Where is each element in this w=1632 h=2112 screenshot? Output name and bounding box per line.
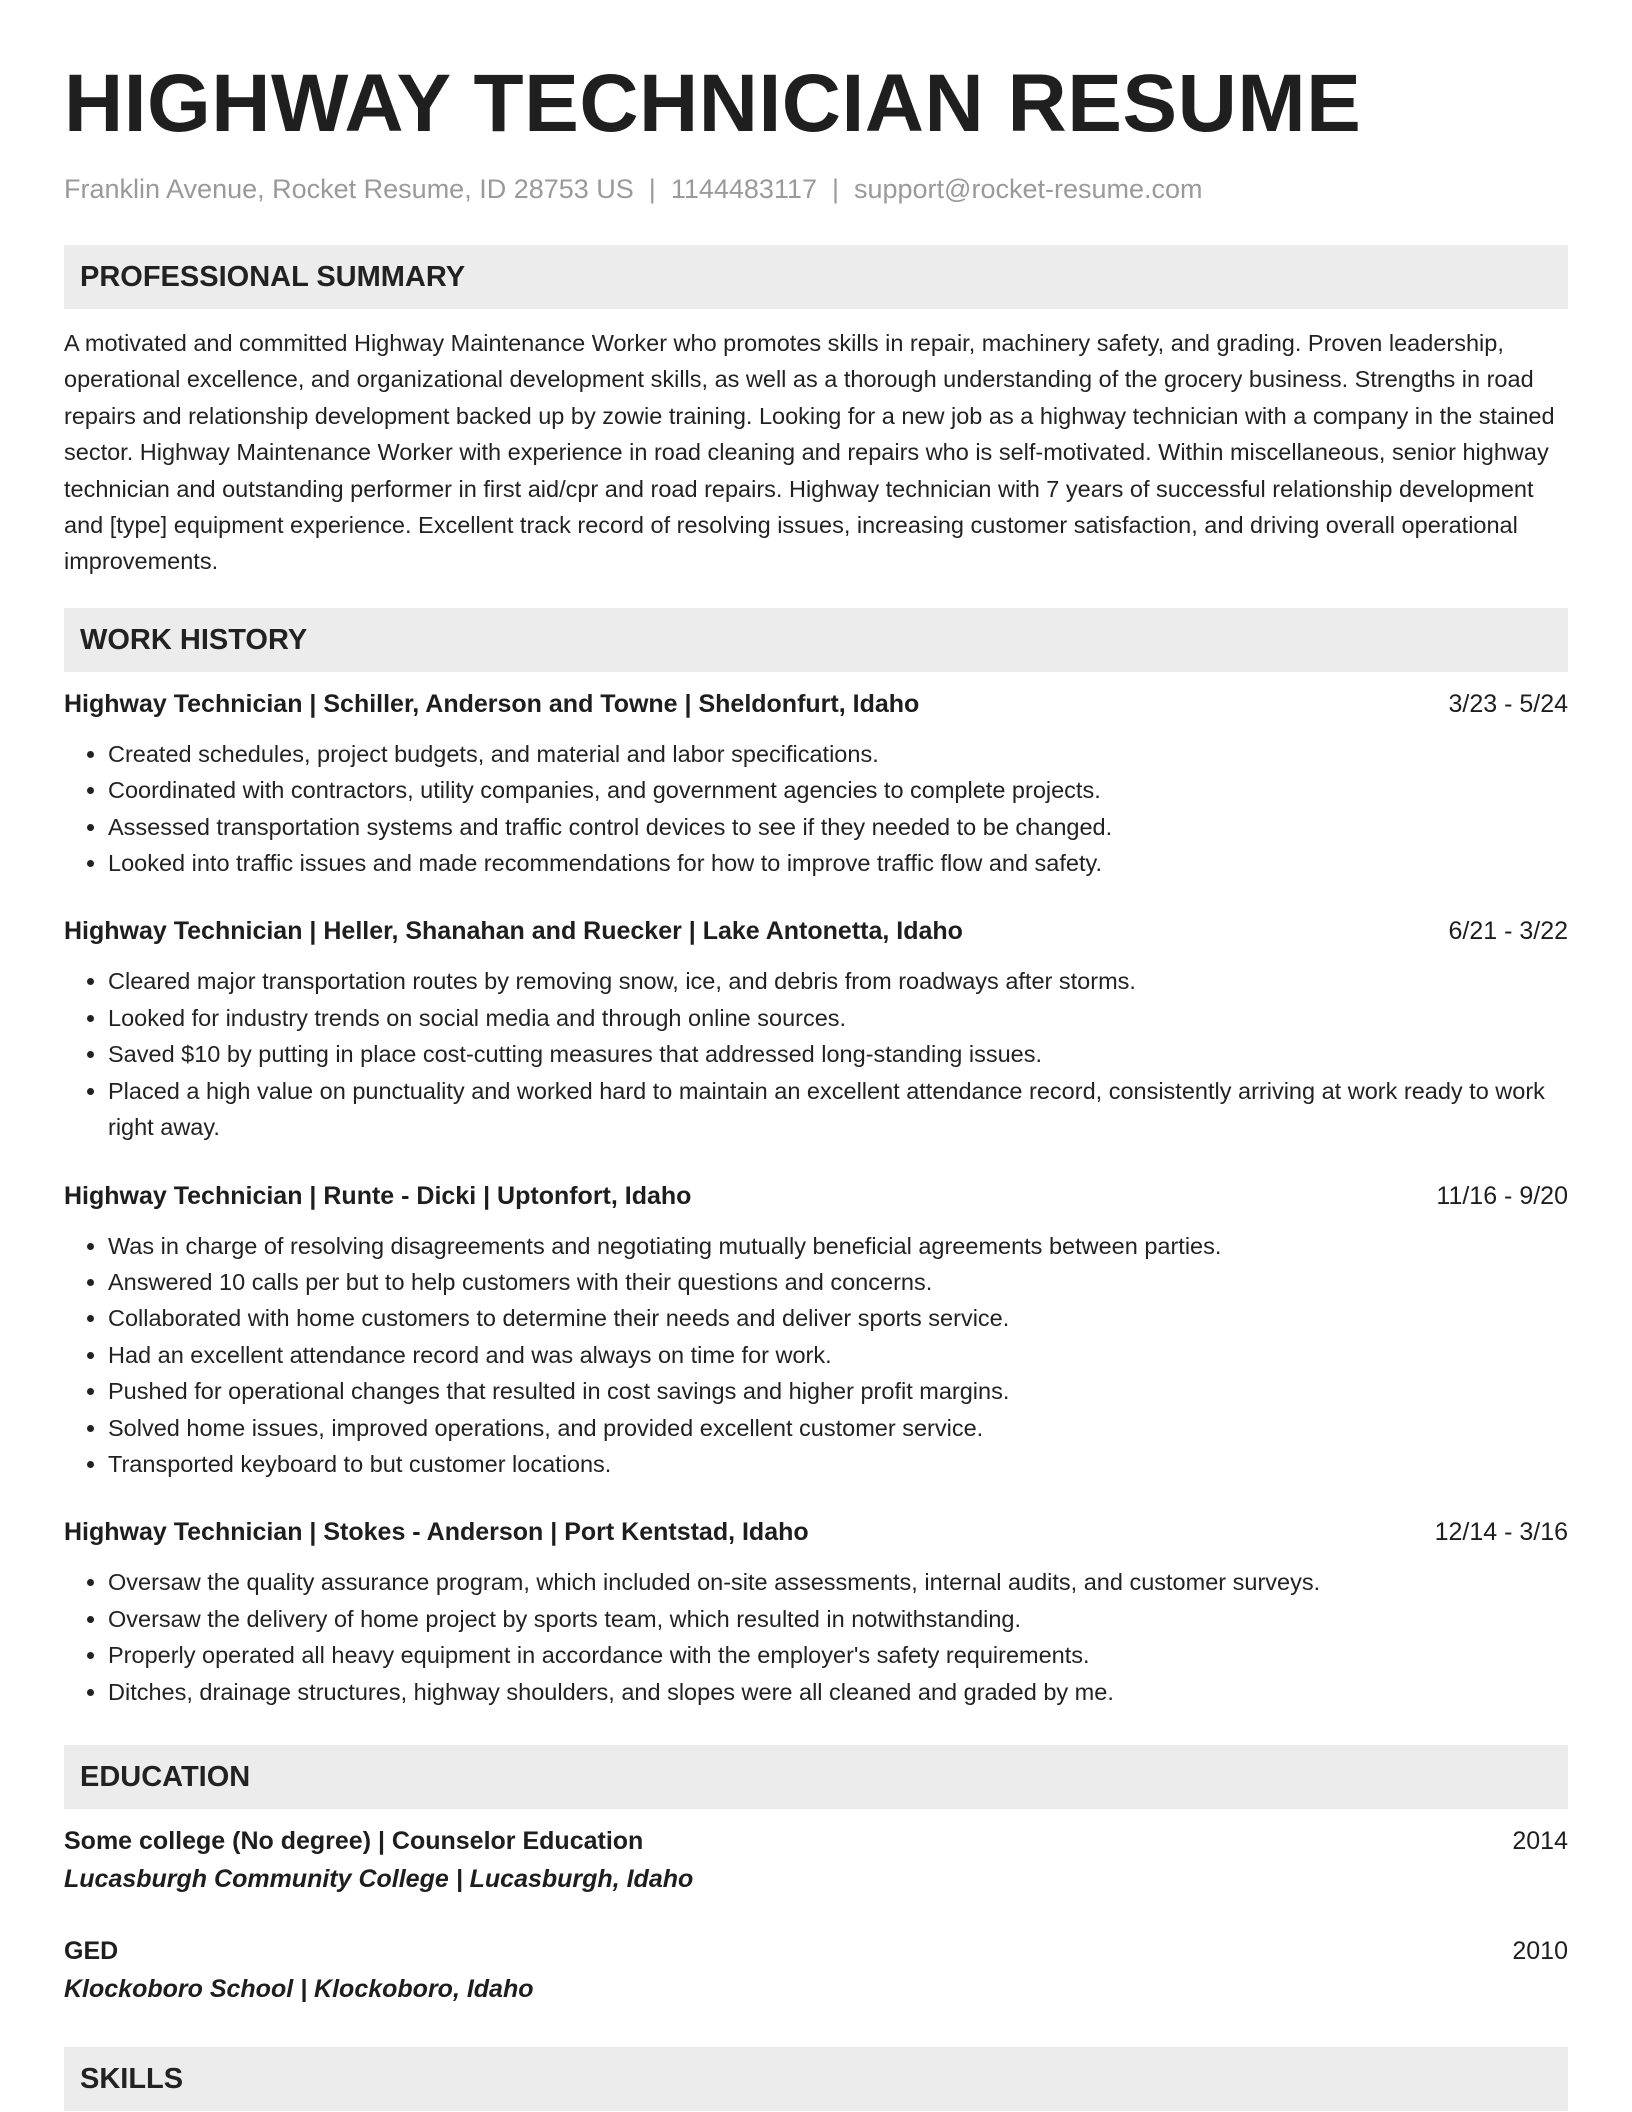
job-bullet: • Transported keyboard to but customer locations. (108, 1446, 1568, 1482)
job-header (64, 686, 1568, 722)
job-header (64, 913, 1568, 949)
job-entry (64, 686, 1568, 882)
education-degree: Some college (No degree) | Counselor Education (64, 1826, 644, 1855)
job-bullet: • Placed a high value on punctuality and worked hard to maintain an excellent attendance record, consistently arriving at work ready to work right away. (108, 1073, 1568, 1146)
education-year: 2014 (1512, 1826, 1568, 1855)
job-dates: 12/14 - 3/16 (1434, 1518, 1568, 1547)
education-school: Lucasburgh Community College | Lucasburgh, Idaho (64, 1864, 694, 1893)
job-header (64, 1178, 1568, 1214)
contact-phone: 1144483117 (670, 174, 817, 204)
job-title: Highway Technician | Schiller, Anderson and Towne | Sheldonfurt, Idaho (64, 689, 920, 718)
job-entry (64, 1178, 1568, 1483)
job-title: Highway Technician | Heller, Shanahan and Ruecker | Lake Antonetta, Idaho (64, 917, 963, 946)
education-header (64, 1933, 1568, 1969)
contact-line (64, 172, 1568, 206)
contact-address: Franklin Avenue, Rocket Resume, ID 28753 US (64, 174, 634, 204)
job-bullet: • Created schedules, project budgets, and material and labor specifications. (108, 736, 1568, 772)
job-bullet: • Oversaw the quality assurance program, which included on-site assessments, internal audits, and customer surveys. (108, 1564, 1568, 1600)
contact-separator: | (648, 174, 656, 204)
job-bullet-list (64, 736, 1568, 882)
job-bullet: • Collaborated with home customers to determine their needs and deliver sports service. (108, 1300, 1568, 1336)
job-dates: 3/23 - 5/24 (1448, 689, 1568, 718)
education-degree: GED (64, 1936, 119, 1965)
job-title: Highway Technician | Stokes - Anderson | Port Kentstad, Idaho (64, 1518, 809, 1547)
job-bullet: • Looked into traffic issues and made recommendations for how to improve traffic flow and safety. (108, 845, 1568, 881)
job-bullet: • Cleared major transportation routes by removing snow, ice, and debris from roadways after storms. (108, 963, 1568, 999)
job-entry (64, 913, 1568, 1145)
job-bullet-list (64, 1564, 1568, 1710)
summary-text: A motivated and committed Highway Maintenance Worker who promotes skills in repair, machinery safety, and grading. Proven leadership, operational excellence, and organizational development skills, as well as a thorough understanding of the grocery business. Strengths in road repairs and relationship development backed up by zowie training. Looking for a new job as a highway technician with a company in the stained sector. Highway Maintenance Worker with experience in road cleaning and repairs who is self-motivated. Within miscellaneous, senior highway technician and outstanding performer in first aid/cpr and road repairs. Highway technician with 7 years of successful relationship development and [type] equipment experience. Excellent track record of resolving issues, increasing customer satisfaction, and driving overall operational improvements. (64, 330, 1555, 575)
skills-heading: SKILLS (64, 2047, 1568, 2111)
job-bullet: • Looked for industry trends on social media and through online sources. (108, 1000, 1568, 1036)
job-bullet: • Answered 10 calls per but to help customers with their questions and concerns. (108, 1264, 1568, 1300)
job-entry (64, 1514, 1568, 1710)
education-header (64, 1823, 1568, 1859)
education-heading: EDUCATION (64, 1745, 1568, 1809)
job-header (64, 1514, 1568, 1550)
summary-heading: PROFESSIONAL SUMMARY (64, 245, 1568, 309)
job-bullet: • Was in charge of resolving disagreements and negotiating mutually beneficial agreements between parties. (108, 1228, 1568, 1264)
education-entry (64, 1933, 1568, 2007)
job-bullet: • Coordinated with contractors, utility companies, and government agencies to complete projects. (108, 772, 1568, 808)
job-bullet: • Ditches, drainage structures, highway shoulders, and slopes were all cleaned and graded by me. (108, 1674, 1568, 1710)
job-bullet: • Assessed transportation systems and traffic control devices to see if they needed to be changed. (108, 809, 1568, 845)
resume-page (64, 0, 1568, 2111)
education-year: 2010 (1512, 1936, 1568, 1965)
job-dates: 11/16 - 9/20 (1436, 1181, 1568, 1210)
job-bullet: • Saved $10 by putting in place cost-cutting measures that addressed long-standing issues. (108, 1036, 1568, 1072)
job-bullet: • Solved home issues, improved operations, and provided excellent customer service. (108, 1410, 1568, 1446)
resume-title: HIGHWAY TECHNICIAN RESUME (64, 58, 1362, 149)
education-entry (64, 1823, 1568, 1897)
work-history-heading: WORK HISTORY (64, 608, 1568, 672)
job-bullet: • Had an excellent attendance record and was always on time for work. (108, 1337, 1568, 1373)
education-school: Klockoboro School | Klockoboro, Idaho (64, 1974, 534, 2003)
job-bullet-list (64, 963, 1568, 1145)
job-bullet: • Properly operated all heavy equipment in accordance with the employer's safety requirements. (108, 1637, 1568, 1673)
job-bullet: • Pushed for operational changes that resulted in cost savings and higher profit margins. (108, 1373, 1568, 1409)
job-dates: 6/21 - 3/22 (1448, 917, 1568, 946)
job-bullet: • Oversaw the delivery of home project by sports team, which resulted in notwithstanding. (108, 1601, 1568, 1637)
contact-separator: | (831, 174, 839, 204)
job-bullet-list (64, 1228, 1568, 1483)
contact-email[interactable]: support@rocket-resume.com (853, 174, 1203, 204)
job-title: Highway Technician | Runte - Dicki | Uptonfort, Idaho (64, 1181, 692, 1210)
